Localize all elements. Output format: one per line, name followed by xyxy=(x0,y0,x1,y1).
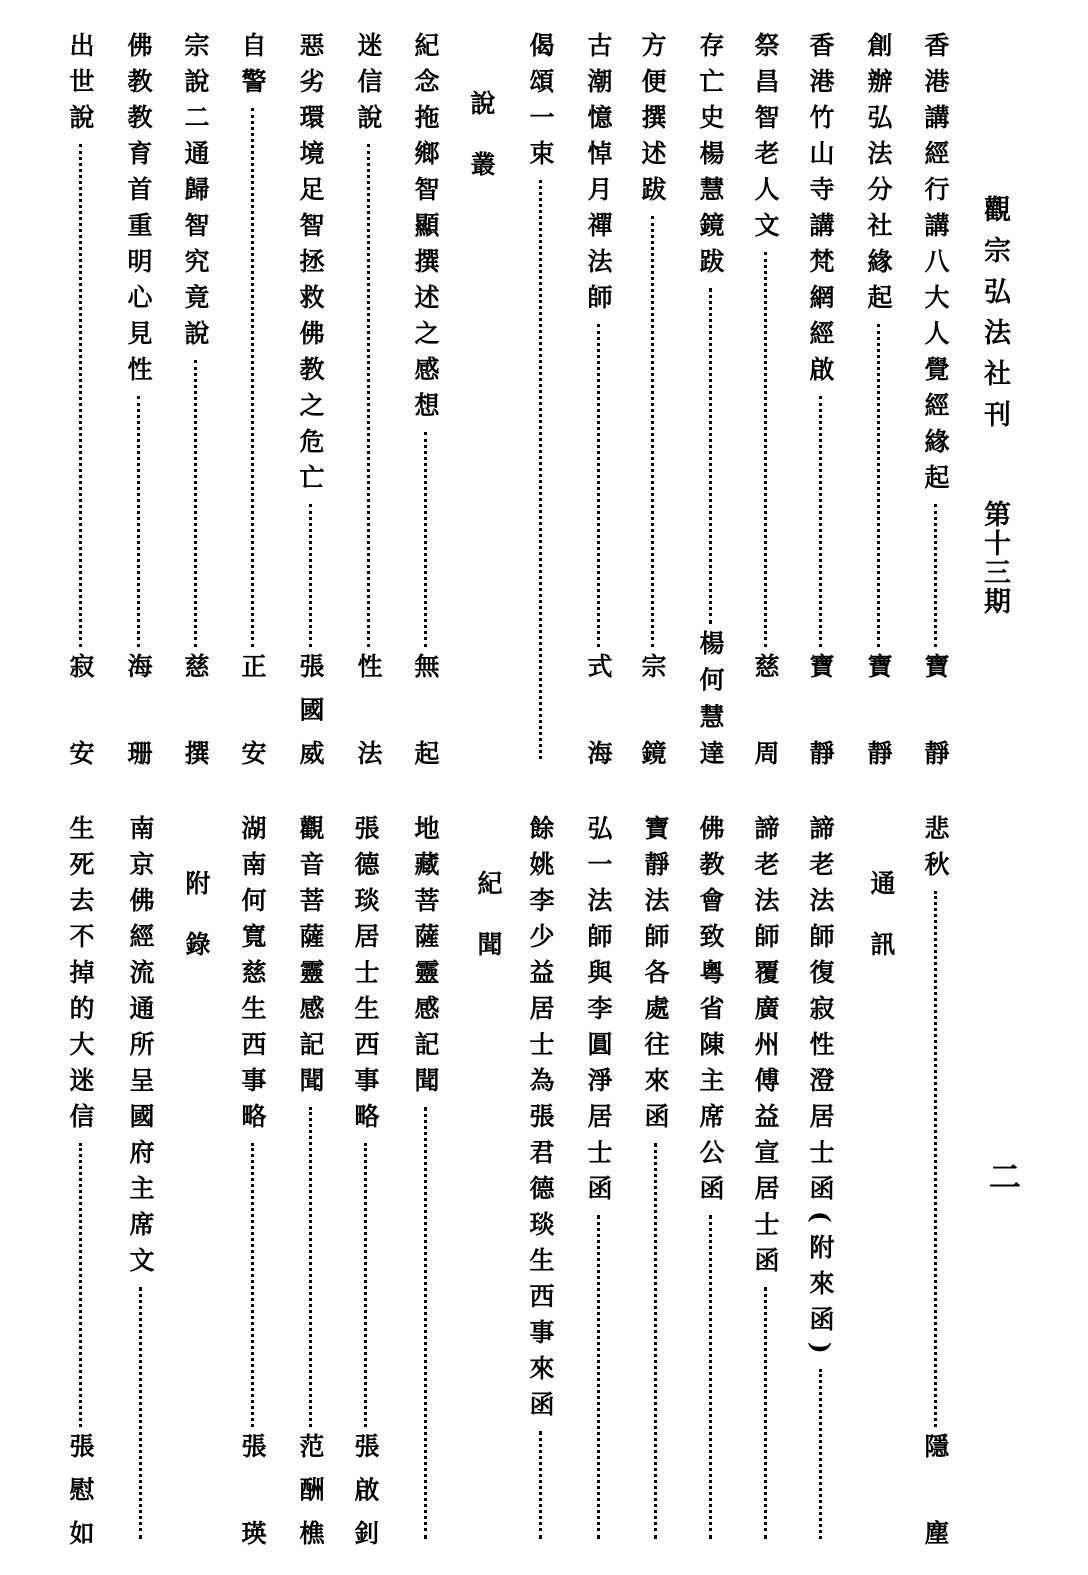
entry-title: 祭昌智老人文 xyxy=(751,32,780,248)
dot-leader xyxy=(764,1287,767,1539)
toc-entry[interactable] xyxy=(235,815,269,1545)
toc-entry[interactable] xyxy=(293,32,327,765)
entry-author: 張啟釗 xyxy=(351,1433,380,1545)
entry-title: 諦老法師覆廣州傅益宣居士函 xyxy=(751,815,780,1283)
issue-number: 第十三期 xyxy=(979,500,1010,616)
page-number: 二 xyxy=(984,1160,1022,1192)
toc-entry[interactable] xyxy=(803,32,837,765)
toc-entry[interactable] xyxy=(748,815,782,1545)
section-heading: 說叢 xyxy=(467,90,496,212)
entry-title: 方便撰述跋 xyxy=(638,32,667,212)
dot-leader xyxy=(79,1143,82,1427)
dot-leader xyxy=(424,1107,427,1539)
toc-entry[interactable] xyxy=(581,815,615,1545)
entry-title: 自警 xyxy=(238,32,267,104)
entry-author: 寶靜 xyxy=(864,653,893,765)
entry-title: 存亡史楊慧鏡跋 xyxy=(696,32,725,284)
entry-author: 式海 xyxy=(584,653,613,765)
entry-title: 紀念拖鄉智顯撰述之感想 xyxy=(411,32,440,428)
toc-entry[interactable] xyxy=(861,32,895,765)
entry-title: 佛教教育首重明心見性 xyxy=(124,32,153,392)
entry-title: 惡劣環境足智拯救佛教之危亡 xyxy=(296,32,325,500)
entry-author: 慈撰 xyxy=(181,653,210,765)
dot-leader xyxy=(79,144,82,647)
entry-title: 弘一法師與李圓淨居士函 xyxy=(584,815,613,1211)
toc-entry[interactable] xyxy=(635,32,669,765)
dot-leader xyxy=(709,288,712,624)
entry-author: 寶靜 xyxy=(921,653,950,765)
dot-leader xyxy=(309,1107,312,1427)
toc-entry[interactable] xyxy=(693,815,727,1545)
entry-author: 張瑛 xyxy=(238,1433,267,1545)
toc-entry[interactable] xyxy=(638,815,672,1545)
toc-entry[interactable] xyxy=(123,815,157,1545)
toc-entry[interactable] xyxy=(121,32,155,765)
entry-title: 張德琰居士生西事略 xyxy=(351,815,380,1139)
toc-entry[interactable] xyxy=(523,815,557,1545)
toc-entry[interactable] xyxy=(293,815,327,1545)
toc-entry[interactable] xyxy=(63,32,97,765)
toc-entry[interactable] xyxy=(918,815,952,1545)
dot-leader xyxy=(597,324,600,647)
entry-author: 隱塵 xyxy=(921,1433,950,1545)
dot-leader xyxy=(877,324,880,647)
dot-leader xyxy=(597,1215,600,1539)
toc-entry[interactable] xyxy=(581,32,615,765)
entry-title: 諦老法師復寂性澄居士函(附來函) xyxy=(806,815,835,1365)
dot-leader xyxy=(819,396,822,647)
entry-author: 正安 xyxy=(238,653,267,765)
dot-leader xyxy=(364,1143,367,1427)
dot-leader xyxy=(654,1143,657,1539)
entry-author: 范酬樵 xyxy=(296,1433,325,1545)
entry-title: 寶靜法師各處往來函 xyxy=(641,815,670,1139)
entry-title: 地藏菩薩靈感記聞 xyxy=(411,815,440,1103)
entry-author: 張國威 xyxy=(296,653,325,765)
toc-entry[interactable] xyxy=(803,815,837,1545)
toc-entry[interactable] xyxy=(348,815,382,1545)
entry-title: 香港竹山寺講梵網經啟 xyxy=(806,32,835,392)
dot-leader xyxy=(539,180,542,759)
section-heading: 附錄 xyxy=(182,870,211,992)
dot-leader xyxy=(709,1215,712,1539)
entry-title: 創辦弘法分社緣起 xyxy=(864,32,893,320)
entry-author: 性法 xyxy=(354,653,383,765)
toc-entry[interactable] xyxy=(693,32,727,765)
dot-leader xyxy=(367,144,370,647)
entry-title: 古潮憶悼月禪法師 xyxy=(584,32,613,320)
dot-leader xyxy=(137,396,140,647)
dot-leader xyxy=(651,216,654,647)
entry-author: 楊何慧達 xyxy=(696,630,725,765)
entry-author: 無起 xyxy=(411,653,440,765)
entry-author: 宗鏡 xyxy=(638,653,667,765)
journal-title: 觀宗弘法社刊 xyxy=(979,195,1010,441)
section-heading: 通訊 xyxy=(867,870,896,992)
entry-title: 悲秋 xyxy=(921,815,950,887)
entry-title: 佛教會致粵省陳主席公函 xyxy=(696,815,725,1211)
toc-entry[interactable] xyxy=(63,815,97,1545)
entry-title: 偈頌一束 xyxy=(526,32,555,176)
dot-leader xyxy=(819,1369,822,1539)
dot-leader xyxy=(251,108,254,647)
entry-title: 迷信說 xyxy=(354,32,383,140)
entry-title: 生死去不掉的大迷信 xyxy=(66,815,95,1139)
section-heading: 紀聞 xyxy=(474,870,503,992)
dot-leader xyxy=(424,432,427,647)
toc-entry[interactable] xyxy=(408,32,442,765)
entry-title: 出世說 xyxy=(66,32,95,140)
entry-title: 宗說二通歸智究竟說 xyxy=(181,32,210,356)
entry-title: 南京佛經流通所呈國府主席文 xyxy=(126,815,155,1283)
toc-entry[interactable] xyxy=(351,32,385,765)
toc-entry[interactable] xyxy=(748,32,782,765)
dot-leader xyxy=(539,1431,542,1539)
toc-entry[interactable] xyxy=(918,32,952,765)
entry-title: 觀音菩薩靈感記聞 xyxy=(296,815,325,1103)
entry-author: 寶靜 xyxy=(806,653,835,765)
dot-leader xyxy=(251,1143,254,1427)
entry-author: 寂安 xyxy=(66,653,95,765)
entry-title: 湖南何寬慈生西事略 xyxy=(238,815,267,1139)
toc-entry[interactable] xyxy=(235,32,269,765)
entry-title: 香港講經行講八大人覺經緣起 xyxy=(921,32,950,500)
dot-leader xyxy=(764,252,767,647)
dot-leader xyxy=(934,891,937,1427)
entry-title: 餘姚李少益居士為張君德琰生西事來函 xyxy=(526,815,555,1427)
dot-leader xyxy=(194,360,197,647)
entry-author: 慈周 xyxy=(751,653,780,765)
dot-leader xyxy=(934,504,937,647)
dot-leader xyxy=(139,1287,142,1539)
toc-entry[interactable] xyxy=(408,815,442,1545)
toc-entry[interactable] xyxy=(178,32,212,765)
entry-author: 海珊 xyxy=(124,653,153,765)
entry-author: 張慰如 xyxy=(66,1433,95,1545)
toc-entry[interactable] xyxy=(523,32,557,765)
dot-leader xyxy=(309,504,312,647)
